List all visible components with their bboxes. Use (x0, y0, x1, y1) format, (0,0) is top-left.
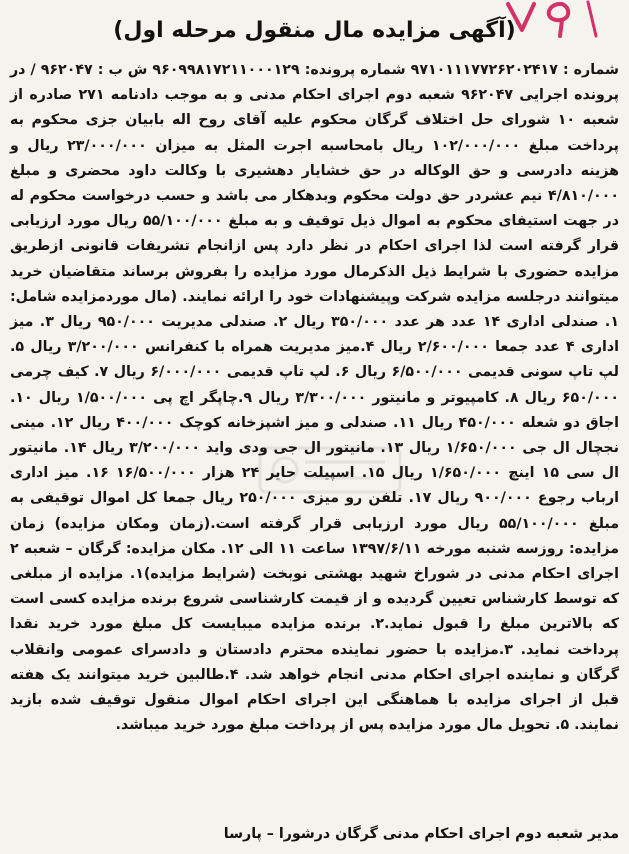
notice-signature: مدیر شعبه دوم اجرای احکام مدنی گرگان درشورا – پارسا (223, 826, 619, 842)
notice-body: شماره : ۹۷۱۰۱۱۱۷۷۲۶۲۰۲۴۱۷ شماره پرونده: ۹۶۰۹۹۸۱۷۲۱۱۰۰۰۱۲۹ ش ب : ۹۶۲۰۴۷ / در پرونده اجرایی ۹۶۲۰۴۷ شعبه دوم اجرای احکام مدنی و به موجب دادنامه ۲۷۱ صادره از شعبه ۱۰ شورای حل اختلاف گرگان محکوم علیه آقای روح اله بابیان جزی محکوم به پرداخت مبلغ ۱۰۲/۰۰۰/۰۰۰ ریال بامحاسبه اجرت المثل به میزان ۲۳/۰۰۰/۰۰۰ ریال و هزینه دادرسی و حق الوکاله در حق خشایار دهشیری با وکالت داود محضری و مبلغ ۴/۸۱۰/۰۰۰ نیم عشردر حق دولت محکوم وبدهکار می باشد و حسب درخواست محکوم له در جهت استیفای محکوم به اموال ذیل توقیف و به مبلغ ۵۵/۱۰۰/۰۰۰ ریال مورد ارزیابی قرار گرفته است لذا اجرای احکام در نظر دارد پس ازانجام تشریفات قانونی ازطریق مزایده حضوری با شرایط ذیل الذکرمال مورد مزایده را بفروش برساند متقاضیان خرید میتوانند درجلسه مزایده شرکت وپیشنهادات خود را ارائه نمایند. (مال موردمزایده شامل: ۱. صندلی اداری ۱۴ عدد هر عدد ۳۵۰/۰۰۰ ریال ۲. صندلی مدیریت ۹۵۰/۰۰۰ ریال ۳. میز اداری ۴ عدد جمعا ۲/۶۰۰/۰۰۰ ریال ۴.میز مدیریت همراه با کنفرانس ۳/۲۰۰/۰۰۰ ریال ۵. لپ تاپ سونی قدیمی ۶/۵۰۰/۰۰۰ ریال ۶. لپ تاپ قدیمی ۶/۰۰۰/۰۰۰ ریال ۷. کیف چرمی ۶۵۰/۰۰۰ ریال ۸. کامپیوتر و مانیتور ۳/۳۰۰/۰۰۰ ریال ۹.چاپگر اچ پی ۱/۵۰۰/۰۰۰ ریال ۱۰. اجاق دو شعله ۴۵۰/۰۰۰ ریال ۱۱. صندلی و میز اشپزخانه کوچک ۴۰۰/۰۰۰ ریال ۱۲. مینی نجچال ال جی ۱/۶۵۰/۰۰۰ ریال ۱۳. مانیتور ال جی ودی واید ۳/۲۰۰/۰۰۰ ریال ۱۴. مانیتور ال سی ۱۵ اینچ ۱/۶۵۰/۰۰۰ ریال ۱۵. اسپیلت حایر ۲۴ هزار ۱۶/۵۰۰/۰۰۰ ۱۶. میز اداری ارباب رجوع ۹۰۰/۰۰۰ ریال ۱۷. تلفن رو میزی ۲۵۰/۰۰۰ ریال جمعا کل اموال توقیفی به مبلغ ۵۵/۱۰۰/۰۰۰ ریال مورد ارزیابی قرار گرفته است.(زمان ومکان مزایده) زمان مزایده: روزسه شنبه مورخه ۱۳۹۷/۶/۱۱ ساعت ۱۱ الی ۱۲. مکان مزایده: گرگان – شعبه ۲ اجرای احکام مدنی در شوراخ شهید بهشتی نوبخت (شرایط مزایده)۱. مزایده از مبلغی که توسط کارشناس تعیین گردیده و از قیمت کارشناسی شروع برنده مزایده کسی است که بالاترین مبلغ را قبول نماید.۲. برنده مزایده میبایست کل مبلغ مورد خرید نقدا پرداخت نماید. ۳.مزایده با حضور نماینده محترم دادستان و دادسرای عمومی وانقلاب گرگان و نماینده اجرای احکام مدنی انجام خواهد شد. ۴.طالبین خرید میتوانند یک هفته قبل از اجرای مزایده با هماهنگی این اجرای احکام اموال منقول توقیف شده بازید نمایند. ۵. تحویل مال مورد مزایده پس از پرداخت مبلغ مورد خرید میباشد. (10, 62, 620, 734)
notice-title: (آگهی مزایده مال منقول مرحله اول) (113, 18, 516, 43)
